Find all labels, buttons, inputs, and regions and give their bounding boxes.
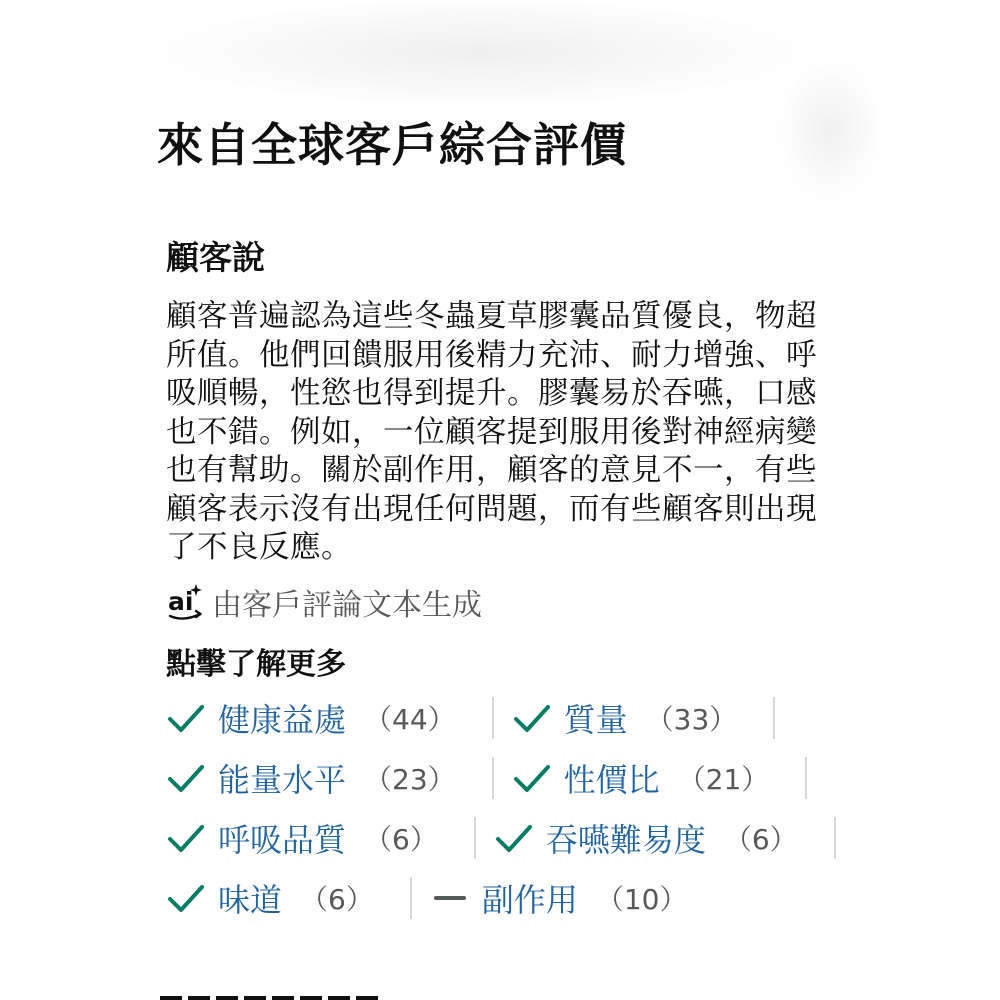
tag-label: 呼吸品質 — [218, 820, 347, 859]
tag-label: 質量 — [563, 700, 628, 739]
tag-quality[interactable] — [512, 697, 776, 739]
ai-note-label: 由客戶評論文本生成 — [212, 587, 482, 623]
cutoff-text-fragment — [160, 996, 380, 1000]
tag-side-effects[interactable] — [430, 877, 724, 919]
tag-row — [166, 688, 846, 748]
checkmark-icon — [166, 878, 206, 918]
tag-row — [166, 868, 846, 928]
tag-breathing-quality[interactable] — [166, 817, 476, 859]
tag-count: （23） — [364, 762, 456, 796]
section-title: 顧客說 — [166, 238, 265, 277]
review-summary-text: 顧客普遍認為這些冬蟲夏草膠囊品質優良，物超所值。他們回饋服用後精力充沛、耐力增強、呼吸順暢，性慾也得到提升。膠囊易於吞嚥，口感也不錯。例如，一位顧客提到服用後對神經病變也有幫助。關於副作用，顧客的意見不一，有些顧客表示沒有出現任何問題，而有些顧客則出現了不良反應。 — [166, 299, 817, 565]
checkmark-icon — [512, 698, 552, 738]
tag-value-for-money[interactable] — [512, 757, 808, 799]
checkmark-icon — [512, 758, 552, 798]
tag-energy-level[interactable] — [166, 757, 494, 799]
tag-count: （6） — [300, 882, 374, 916]
next-section-heading-cutoff — [160, 990, 380, 1000]
tag-label: 健康益處 — [218, 700, 347, 739]
checkmark-icon — [166, 758, 206, 798]
background-smudge — [775, 55, 885, 205]
tag-row — [166, 808, 846, 868]
tag-label: 能量水平 — [218, 760, 347, 799]
checkmark-icon — [494, 818, 534, 858]
svg-text:ai: ai — [168, 586, 194, 616]
tag-row — [166, 748, 846, 808]
tag-label: 副作用 — [481, 880, 578, 919]
tag-label: 味道 — [218, 880, 283, 919]
tag-label: 吞嚥難易度 — [545, 820, 706, 859]
tag-count: （33） — [645, 702, 738, 736]
tag-count: （10） — [595, 882, 688, 916]
checkmark-icon — [166, 818, 206, 858]
customers-say-section — [166, 232, 846, 928]
tag-count: （44） — [364, 702, 456, 736]
tag-ease-of-swallowing[interactable] — [494, 817, 836, 859]
learn-more-heading: 點擊了解更多 — [166, 646, 346, 682]
checkmark-icon — [166, 698, 206, 738]
aspect-tags — [166, 688, 846, 928]
tag-health-benefits[interactable] — [166, 697, 494, 739]
tag-count: （21） — [677, 762, 770, 796]
ai-generated-note — [166, 576, 846, 628]
background-smudge — [160, 0, 800, 105]
tag-count: （6） — [723, 822, 798, 856]
ai-sparkle-icon — [166, 580, 210, 624]
page-heading: 來自全球客戶綜合評價 — [157, 118, 627, 172]
tag-label: 性價比 — [563, 760, 660, 799]
tag-count: （6） — [364, 822, 438, 856]
tag-taste[interactable] — [166, 877, 412, 919]
dash-icon — [430, 878, 470, 918]
